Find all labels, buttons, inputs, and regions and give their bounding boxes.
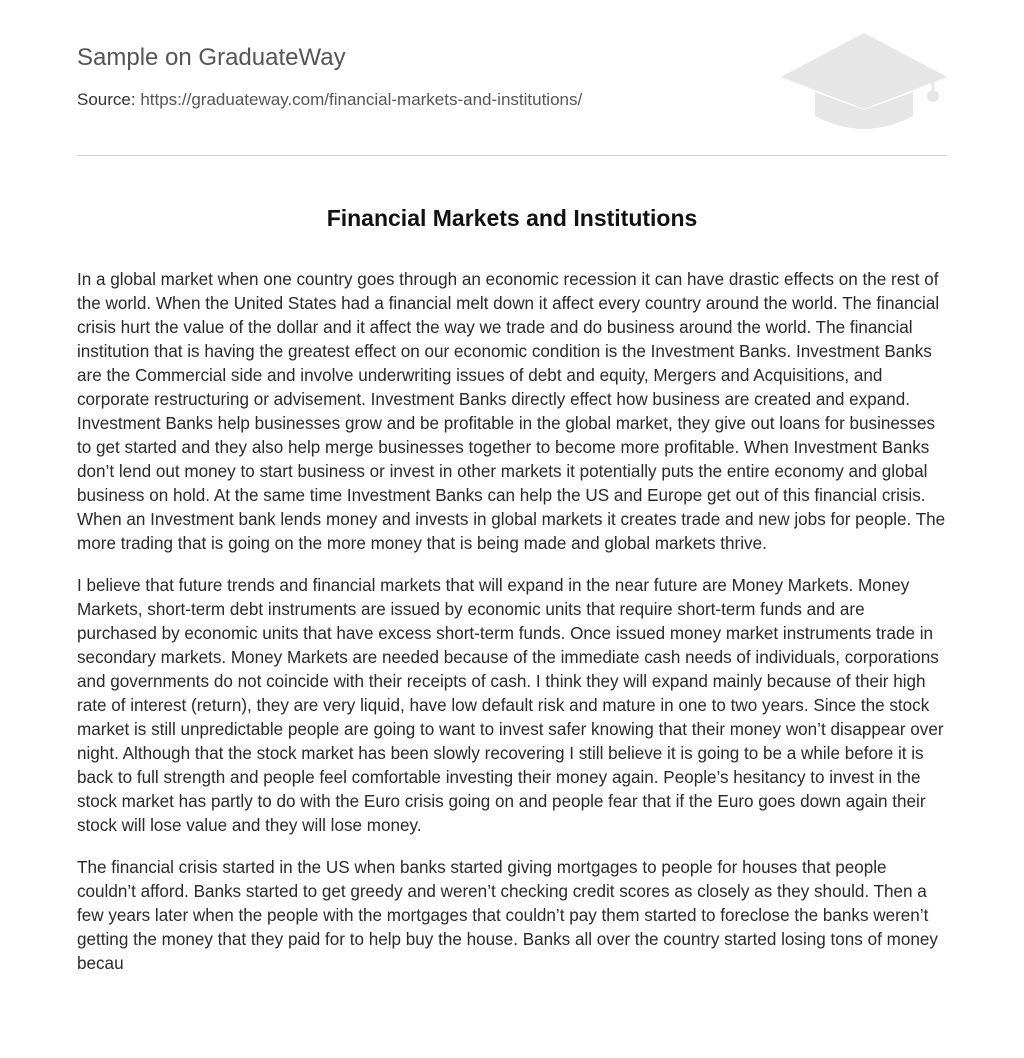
page-header: [77, 0, 947, 156]
source-label: Source:: [77, 90, 136, 109]
site-title: Sample on GraduateWay: [77, 44, 346, 71]
article-title: Financial Markets and Institutions: [326, 205, 698, 231]
source-link[interactable]: https://graduateway.com/financial-markets-and-institutions/: [140, 90, 583, 109]
article-body: [77, 268, 949, 994]
graduation-cap-icon: [781, 30, 947, 132]
cap-board: [781, 33, 947, 109]
cap-tassel: [927, 90, 939, 102]
article-paragraph: I believe that future trends and financial markets that will expand in the near future are Money Markets. Money Markets, short-term debt instruments are issued by economic units that require short-term funds and are purchased by economic units that have excess short-term funds. Once issued money market instruments trade in secondary markets. Money Markets are needed because of the immediate cash needs of individuals, corporations and governments do not coincide with their receipts of cash. I think they will expand mainly because of their high rate of interest (return), they are very liquid, have low default risk and mature in one to two years. Since the stock market is still unpredictable people are going to want to invest safer knowing that their money won’t disappear over night. Although that the stock market has been slowly recovering I still believe it is going to be a while before it is back to full strength and people feel comfortable investing their money again. People’s hesitancy to invest in the stock market has partly to do with the Euro crisis going on and people fear that if the Euro goes down again their stock will lose value and they will lose money.: [77, 576, 944, 835]
article-paragraph: The financial crisis started in the US when banks started giving mortgages to people for houses that people couldn’t afford. Banks started to get greedy and weren’t checking credit scores as closely as they should. Then a few years later when the people with the mortgages that couldn’t pay them started to foreclose the banks weren’t getting the money that they paid for to help buy the house. Banks all over the country started losing tons of money becau: [77, 858, 938, 973]
header-divider: [77, 155, 947, 156]
source-line: [77, 90, 582, 110]
article-paragraph: In a global market when one country goes through an economic recession it can have drastic effects on the rest of the world. When the United States had a financial melt down it affect every country around the world. The financial crisis hurt the value of the dollar and it affect the way we trade and do business around the world. The financial institution that is having the greatest effect on our economic condition is the Investment Banks. Investment Banks are the Commercial side and involve underwriting issues of debt and equity, Mergers and Acquisitions, and corporate restructuring or advisement. Investment Banks directly effect how business are created and expand. Investment Banks help businesses grow and be profitable in the global market, they give out loans for businesses to get started and they also help merge businesses together to become more profitable. When Investment Banks don’t lend out money to start business or invest in other markets it potentially puts the entire economy and global business on hold. At the same time Investment Banks can help the US and Europe get out of this financial crisis. When an Investment bank lends money and invests in global markets it creates trade and new jobs for people. The more trading that is going on the more money that is being made and global markets thrive.: [77, 270, 946, 553]
